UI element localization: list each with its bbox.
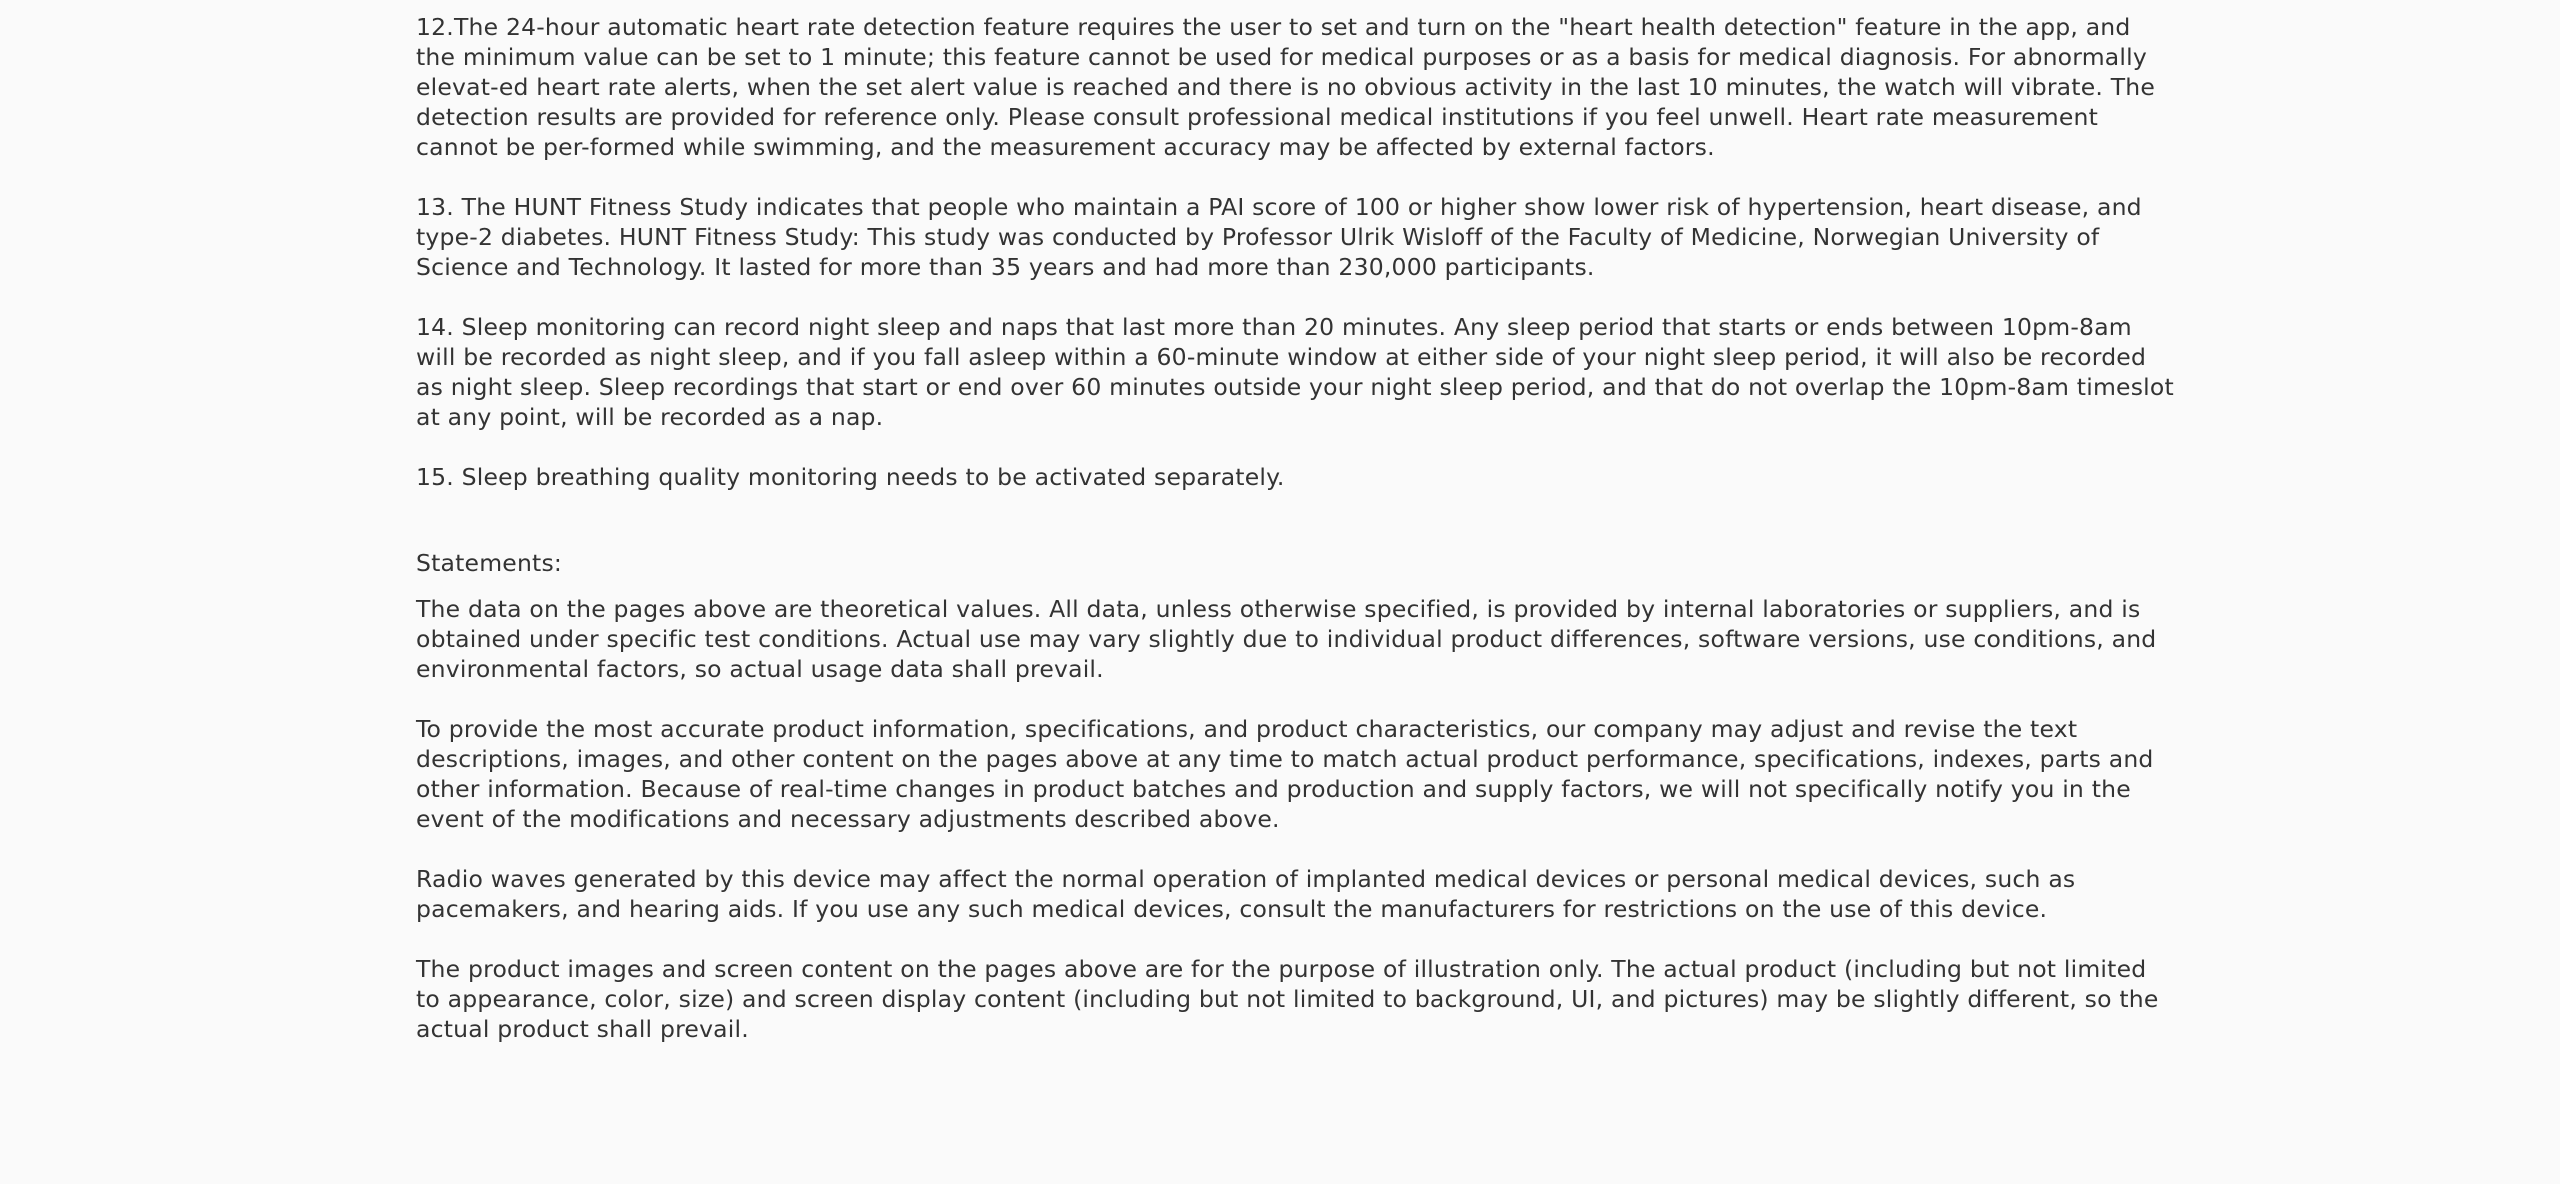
statements-heading: Statements: <box>416 549 563 577</box>
document-body <box>416 12 2176 1074</box>
footnote-12: 12.The 24-hour automatic heart rate detection feature requires the user to set and turn on the "heart health detection" feature in the app, and the minimum value can be set to 1 minute; this feature cannot be used for medical purposes or as a basis for medical diagnosis. For abnormally elevat-ed heart rate alerts, when the set alert value is reached and there is no obvious activity in the last 10 minutes, the watch will vibrate. The detection results are provided for reference only. Please consult professional medical institutions if you feel unwell. Heart rate measurement cannot be per-formed while swimming, and the measurement accuracy may be affected by external factors. <box>416 13 2155 161</box>
footnote-14: 14. Sleep monitoring can record night sleep and naps that last more than 20 minutes. Any sleep period that starts or ends between 10pm-8am will be recorded as night sleep, and if you fall asleep within a 60-minute window at either side of your night sleep period, it will also be recorded as night sleep. Sleep recordings that start or end over 60 minutes outside your night sleep period, and that do not overlap the 10pm-8am timeslot at any point, will be recorded as a nap. <box>416 313 2174 431</box>
footnote-13: 13. The HUNT Fitness Study indicates that people who maintain a PAI score of 100 or higher show lower risk of hypertension, heart disease, and type-2 diabetes. HUNT Fitness Study: This study was conducted by Professor Ulrik Wisloff of the Faculty of Medicine, Norwegian University of Science and Technology. It lasted for more than 35 years and had more than 230,000 participants. <box>416 193 2142 281</box>
statement-content-revisions: To provide the most accurate product information, specifications, and product characteristics, our company may adjust and revise the text descriptions, images, and other content on the pages above at any time to match actual product performance, specifications, indexes, parts and other information. Because of real-time changes in product batches and production and supply factors, we will not specifically notify you in the event of the modifications and necessary adjustments described above. <box>416 715 2154 833</box>
statement-radio-waves: Radio waves generated by this device may affect the normal operation of implanted medical devices or personal medical devices, such as pacemakers, and hearing aids. If you use any such medical devices, consult the manufacturers for restrictions on the use of this device. <box>416 865 2076 923</box>
statement-illustration-only: The product images and screen content on the pages above are for the purpose of illustration only. The actual product (including but not limited to appearance, color, size) and screen display content (including but not limited to background, UI, and pictures) may be slightly different, so the actual product shall prevail. <box>416 955 2159 1043</box>
statement-theoretical-values: The data on the pages above are theoretical values. All data, unless otherwise specified, is provided by internal laboratories or suppliers, and is obtained under specific test conditions. Actual use may vary slightly due to individual product differences, software versions, use conditions, and environmental factors, so actual usage data shall prevail. <box>416 595 2157 683</box>
footnote-15: 15. Sleep breathing quality monitoring needs to be activated separately. <box>416 463 1285 491</box>
